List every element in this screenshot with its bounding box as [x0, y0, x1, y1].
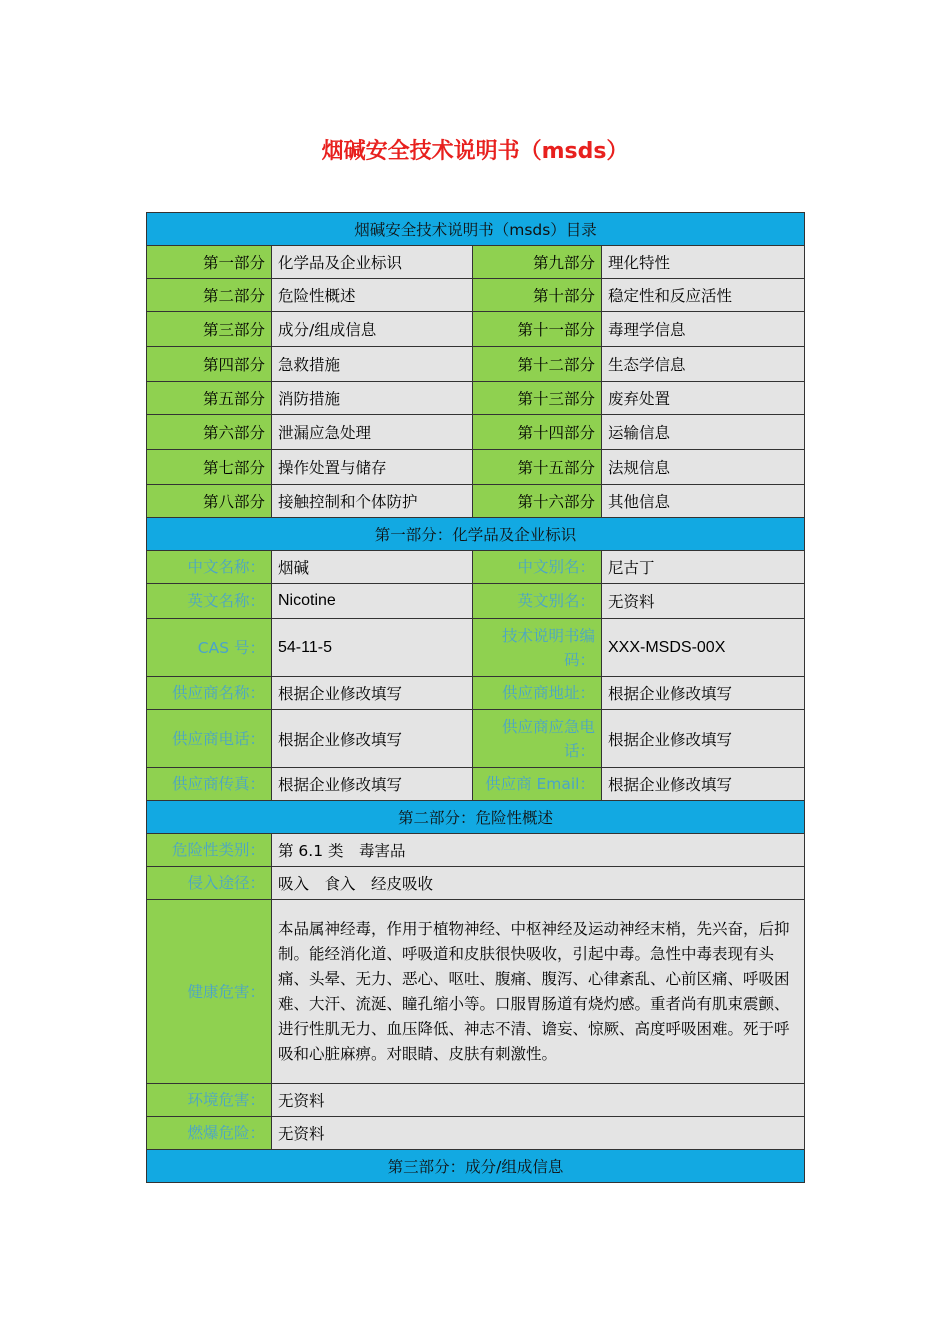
field-label: 供应商应急电话：: [473, 710, 602, 768]
field-value: 无资料: [602, 584, 805, 619]
toc-part-title: 成分/组成信息: [272, 312, 473, 347]
field-label: CAS 号：: [147, 619, 272, 677]
field-label: 供应商电话：: [147, 710, 272, 768]
field-value: Nicotine: [272, 584, 473, 619]
field-label: 供应商传真：: [147, 768, 272, 801]
toc-part-title: 毒理学信息: [602, 312, 805, 347]
hazard-label: 健康危害：: [147, 900, 272, 1084]
toc-part-title: 消防措施: [272, 382, 473, 415]
hazard-label: 危险性类别：: [147, 834, 272, 867]
toc-part-number: 第五部分: [147, 382, 272, 415]
hazard-row: [147, 1117, 805, 1150]
field-label: 中文名称：: [147, 551, 272, 584]
field-value: 54-11-5: [272, 619, 473, 677]
toc-part-title: 法规信息: [602, 450, 805, 485]
msds-table: [146, 212, 805, 1183]
toc-row: [147, 485, 805, 518]
toc-part-title: 稳定性和反应活性: [602, 279, 805, 312]
hazard-label: 侵入途径：: [147, 867, 272, 900]
toc-part-number: 第十一部分: [473, 312, 602, 347]
toc-row: [147, 450, 805, 485]
toc-part-title: 接触控制和个体防护: [272, 485, 473, 518]
toc-part-title: 泄漏应急处理: [272, 415, 473, 450]
toc-part-title: 急救措施: [272, 347, 473, 382]
field-label: 供应商名称：: [147, 677, 272, 710]
field-label: 供应商 Email：: [473, 768, 602, 801]
toc-part-number: 第三部分: [147, 312, 272, 347]
toc-part-number: 第七部分: [147, 450, 272, 485]
toc-part-title: 废弃处置: [602, 382, 805, 415]
toc-header: 烟碱安全技术说明书（msds）目录: [147, 213, 805, 246]
field-value: XXX-MSDS-00X: [602, 619, 805, 677]
toc-part-number: 第一部分: [147, 246, 272, 279]
health-hazard-text: 本品属神经毒，作用于植物神经、中枢神经及运动神经末梢，先兴奋，后抑制。能经消化道、呼吸道和皮肤很快吸收，引起中毒。急性中毒表现有头痛、头晕、无力、恶心、呕吐、腹痛、腹泻、心律紊乱、心前区痛、呼吸困难、大汗、流涎、瞳孔缩小等。口服胃肠道有烧灼感。重者尚有肌束震颤、进行性肌无力、血压降低、神志不清、谵妄、惊厥、高度呼吸困难。死于呼吸和心脏麻痹。对眼睛、皮肤有刺激性。: [272, 900, 805, 1084]
toc-part-title: 运输信息: [602, 415, 805, 450]
field-value: 根据企业修改填写: [272, 677, 473, 710]
toc-row: [147, 246, 805, 279]
info-row: [147, 768, 805, 801]
field-value: 根据企业修改填写: [602, 710, 805, 768]
part2-header: 第二部分：危险性概述: [147, 801, 805, 834]
toc-part-number: 第十六部分: [473, 485, 602, 518]
field-value: 根据企业修改填写: [602, 677, 805, 710]
hazard-value: 无资料: [272, 1084, 805, 1117]
toc-row: [147, 312, 805, 347]
info-row: [147, 551, 805, 584]
part3-header: 第三部分：成分/组成信息: [147, 1150, 805, 1183]
toc-row: [147, 415, 805, 450]
toc-row: [147, 279, 805, 312]
part3-header-row: [147, 1150, 805, 1183]
toc-part-title: 生态学信息: [602, 347, 805, 382]
field-label: 供应商地址：: [473, 677, 602, 710]
field-label: 中文别名：: [473, 551, 602, 584]
field-label: 英文别名：: [473, 584, 602, 619]
toc-part-title: 危险性概述: [272, 279, 473, 312]
toc-part-number: 第十部分: [473, 279, 602, 312]
toc-part-number: 第二部分: [147, 279, 272, 312]
part1-header-row: [147, 518, 805, 551]
info-row: [147, 584, 805, 619]
toc-part-number: 第十四部分: [473, 415, 602, 450]
toc-part-number: 第四部分: [147, 347, 272, 382]
document-title: 烟碱安全技术说明书（msds）: [321, 139, 629, 164]
info-row: [147, 677, 805, 710]
toc-part-number: 第十三部分: [473, 382, 602, 415]
hazard-value: 第 6.1 类 毒害品: [272, 834, 805, 867]
field-value: 根据企业修改填写: [272, 710, 473, 768]
field-value: 尼古丁: [602, 551, 805, 584]
hazard-value: 吸入 食入 经皮吸收: [272, 867, 805, 900]
toc-row: [147, 382, 805, 415]
toc-part-title: 操作处置与储存: [272, 450, 473, 485]
hazard-value: 无资料: [272, 1117, 805, 1150]
hazard-row: [147, 1084, 805, 1117]
hazard-row: [147, 867, 805, 900]
field-label: 技术说明书编码：: [473, 619, 602, 677]
toc-part-number: 第十二部分: [473, 347, 602, 382]
part2-header-row: [147, 801, 805, 834]
toc-part-title: 其他信息: [602, 485, 805, 518]
hazard-row: [147, 900, 805, 1084]
info-row: [147, 619, 805, 677]
toc-part-number: 第十五部分: [473, 450, 602, 485]
hazard-label: 燃爆危险：: [147, 1117, 272, 1150]
field-value: 根据企业修改填写: [602, 768, 805, 801]
toc-header-row: [147, 213, 805, 246]
hazard-row: [147, 834, 805, 867]
toc-part-title: 化学品及企业标识: [272, 246, 473, 279]
field-value: 烟碱: [272, 551, 473, 584]
toc-part-number: 第六部分: [147, 415, 272, 450]
part1-header: 第一部分：化学品及企业标识: [147, 518, 805, 551]
field-label: 英文名称：: [147, 584, 272, 619]
toc-part-title: 理化特性: [602, 246, 805, 279]
toc-part-number: 第九部分: [473, 246, 602, 279]
info-row: [147, 710, 805, 768]
toc-row: [147, 347, 805, 382]
field-value: 根据企业修改填写: [272, 768, 473, 801]
toc-part-number: 第八部分: [147, 485, 272, 518]
hazard-label: 环境危害：: [147, 1084, 272, 1117]
